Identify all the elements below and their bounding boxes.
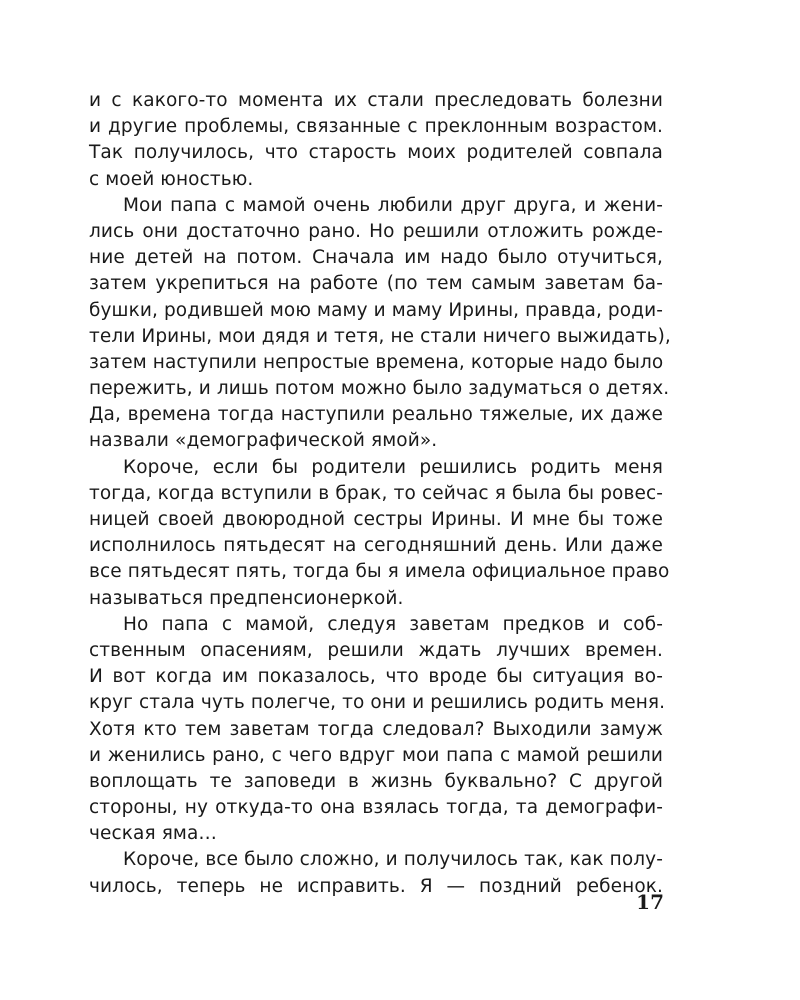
text-line: воплощать те заповеди в жизнь буквально? С другой [89, 770, 663, 792]
body-text [89, 88, 671, 900]
text-line: Мои папа с мамой очень любили друг друга, и жени- [123, 194, 663, 216]
text-line: ние детей на потом. Сначала им надо было отучиться, [89, 247, 663, 269]
text-line: тогда, когда вступили в брак, то сейчас я была бы ровес- [89, 482, 663, 504]
text-line: и другие проблемы, связанные с преклонным возрастом. [89, 116, 663, 138]
text-line: Короче, если бы родители решились родить меня [123, 456, 663, 478]
text-line: Короче, все было сложно, и получилось так, как полу- [123, 849, 663, 871]
text-line: Но папа с мамой, следуя заветам предков и соб- [123, 613, 663, 635]
page-number: 17 [636, 890, 664, 914]
text-line: Так получилось, что старость моих родителей совпала [89, 142, 663, 164]
text-line: затем укрепиться на работе (по тем самым заветам ба- [89, 273, 663, 295]
text-line: все пятьдесят пять, тогда бы я имела официальное право [89, 561, 670, 583]
text-line: называться предпенсионеркой. [89, 587, 404, 609]
text-line: с моей юностью. [89, 168, 254, 190]
text-line: и женились рано, с чего вдруг мои папа с мамой решили [89, 744, 663, 766]
text-line: пережить, и лишь потом можно было задуматься о детях. [89, 378, 670, 400]
text-line: тели Ирины, мои дядя и тетя, не стали ничего выжидать), [89, 325, 671, 347]
text-line: затем наступили непростые времена, которые надо было [89, 351, 664, 373]
text-line: исполнилось пятьдесят на сегодняшний день. Или даже [89, 535, 663, 557]
text-line: ческая яма… [89, 823, 218, 845]
text-line: круг стала чуть полегче, то они и решились родить меня. [89, 692, 666, 714]
text-line: ницей своей двоюродной сестры Ирины. И мне бы тоже [89, 509, 663, 530]
text-line: Хотя кто тем заветам тогда следовал? Выходили замуж [89, 718, 663, 740]
text-line: Да, времена тогда наступили реально тяжелые, их даже [89, 404, 663, 426]
text-line: назвали «демографической ямой». [89, 430, 438, 452]
text-line: и с какого-то момента их стали преследовать болезни [89, 90, 663, 111]
text-line: ственным опасениям, решили ждать лучших времен. [89, 639, 663, 661]
text-line: И вот когда им показалось, что вроде бы ситуация во- [89, 666, 663, 688]
text-line: лись они достаточно рано. Но решили отложить рожде- [89, 220, 663, 242]
text-line: стороны, ну откуда-то она взялась тогда, та демографи- [89, 797, 663, 819]
text-line: чилось, теперь не исправить. Я — поздний ребенок. [89, 875, 663, 897]
text-line: бушки, родившей мою маму и маму Ирины, правда, роди- [89, 299, 663, 321]
